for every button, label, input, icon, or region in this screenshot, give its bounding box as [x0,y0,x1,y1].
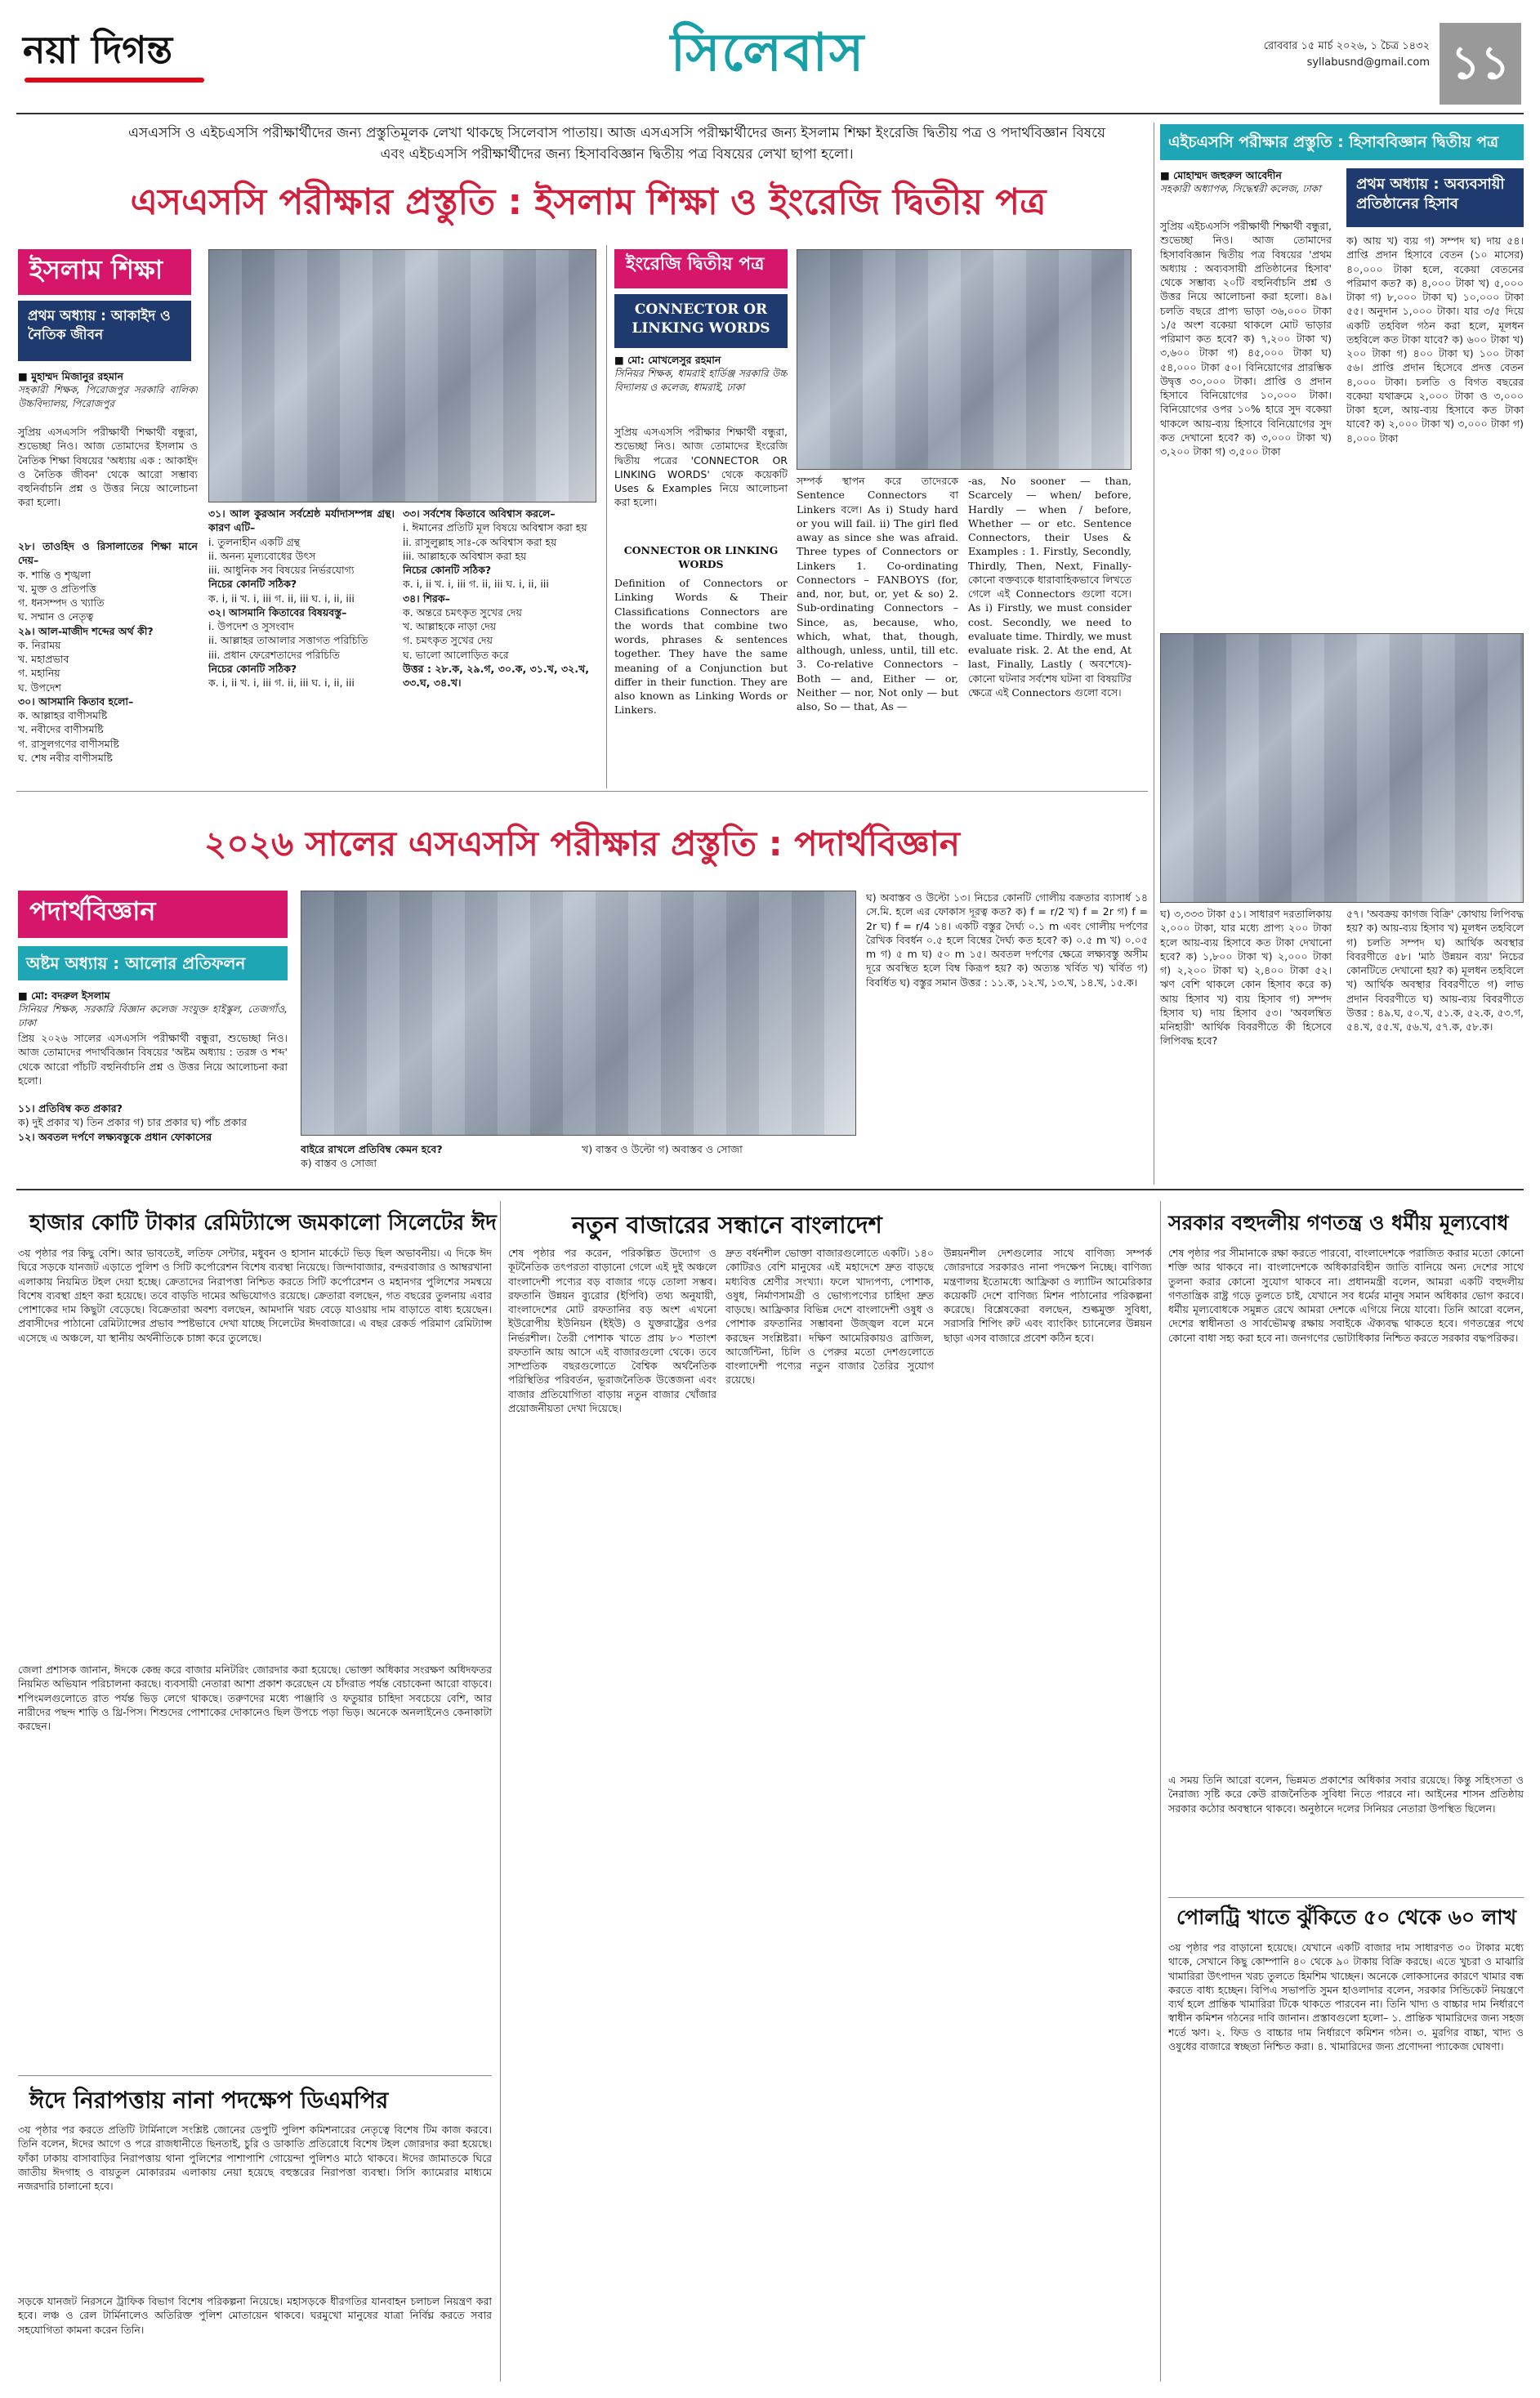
hsc-photo [1160,633,1524,903]
newspaper-logo: নয়া দিগন্ত [23,28,173,72]
ssc-headline: এসএসসি পরীক্ষার প্রস্তুতি : ইসলাম শিক্ষা ও ইংরেজি দ্বিতীয় পত্র [130,181,1047,223]
physics-headline: ২০২৬ সালের এসএসসি পরীক্ষার প্রস্তুতি : পদার্থবিজ্ঞান [204,824,960,864]
question-line: ৩০। আসমানি কিতাব হলো– [18,694,134,708]
english-topic-box: CONNECTOR OR LINKING WORDS [614,294,788,348]
hsc-body: সুপ্রিয় এইচএসসি পরীক্ষার্থী শিক্ষার্থী বন্ধুরা, শুভেচ্ছা নিও। আজ তোমাদের হিসাববিজ্ঞান দ্বিতীয় পত্র বিষয়ের 'প্রথম অধ্যায় : অব্যবসায়ী প্রতিষ্ঠানের হিসাব' থেকে সম্ভাব্য ২০টি বহুনির্বাচনি প্রশ্ন ও উত্তর নিয়ে আলোচনা করা হলো। ৪৯। চলতি বছরে প্রাপ্য ভাড়া ৩৬,০০০ টাকা ১/৫ অংশ বকেয়া থাকলে মোট ভাড়ার পরিমাণ কত হবে? ক) ৭,২০০ টাকা খ) ৩,৬০০ টাকা গ) ৪৫,০০০ টাকা ঘ) ৫৪,০০০ টাকা ৫০। বিনিয়োগের প্রারম্ভিক উদ্বৃত্ত ৩০,০০০ টাকা। প্রাপ্তি ও প্রদান হিসাবে বিনিয়োগের ১০,০০০ টাকা। বিনিয়োগের ওপর ১০% হারে সুদ বকেয়া থাকলে আয়-ব্যয় হিসাবে বিনিয়োগের সুদ কত দেখানো হবে? ক) ৩,০০০ টাকা খ) ৩,২০০ টাকা গ) ৩,৫০০ টাকা [1160,220,1332,458]
physics-body: প্রিয় ২০২৬ সালের এসএসসি পরীক্ষার্থী বন্ধুরা, শুভেচ্ছা নিও। আজ তোমাদের পদার্থবিজ্ঞান বিষয়ের 'অষ্টম অধ্যায় : তরঙ্গ ও শব্দ' থেকে আরো পাঁচটি বহুনির্বাচনি প্রশ্ন ও উত্তর নিয়ে আলোচনা করা হলো। [18,1032,288,1087]
hsc-lower-col2: ৫৭। 'অবক্রয় কাগজ বিক্রি' কোথায় লিপিবদ্ধ হয়? ক) আয়-ব্যয় হিসাব খ) মূলধন তহবিলে গ) চলতি সম্পদ ঘ) আর্থিক অবস্থার বিবরণীতে ৫৮। 'মাঠ উন্নয়ন ব্যয়' নিচের কোনটিতে দেখানো হয়? ক) মূলধন তহবিলে খ) আর্থিক অবস্থার বিবরণীতে গ) লাভ প্রদান বিবরণীতে ঘ) আয়-ব্যয় বিবরণীতে উত্তর : ৪৯.ঘ, ৫০.খ, ৫১.ক, ৫২.ক, ৫৩.গ, ৫৪.খ, ৫৫.খ, ৫৬.খ, ৫৭.ক, ৫৮.ক। [1346,908,1524,1033]
physics-author: ■ মো: বদরুল ইসলাম সিনিয়র শিক্ষক, সরকারি বিজ্ঞান কলেজ সংযুক্ত হাইস্কুল, তেজগাঁও, ঢাকা [18,989,288,1029]
column-divider [500,1201,501,2382]
news-headline-dmp: ঈদে নিরাপত্তায় নানা পদক্ষেপ ডিএমপির [29,2087,389,2114]
question-line: iii. আধুনিক সব বিষয়ের নির্ভরযোগ্য [208,564,355,576]
masthead-divider [16,113,1524,114]
news-headline-new-market: নতুন বাজারের সন্ধানে বাংলাদেশ [572,1211,882,1239]
english-col3: -as, No sooner — than, Scarcely — when/ before, Hardly — when / before, Whether — or etc. Sentence Connectors, their Uses & Examples : 1. Firstly, Secondly, Thirdly, Then, Next, Finally- কোনো বক্তব্যকে ধারাবাহিকভাবে লিখতে গেলে এই Connectors গুলো বসে। As i) Firstly, we must consider cost. Secondly, we need to evaluate time. Thirdly, we must evaluate risk. 2. At the end, At last, Finally, Lastly ( অবশেষে)- কোনো ঘটনার সর্বশেষ ঘটনা বা বিষয়টির ক্ষেত্রে এই Connectors গুলো বসে। [968,475,1132,699]
question-line: ক. নিরাময় [18,638,61,651]
question-line: গ. ধনসম্পদ ও খ্যাতি [18,596,105,609]
question-line: ২৮। তাওহিদ ও রিসালাতের শিক্ষা মানে দেয়– [18,540,198,567]
english-definition: Definition of Connectors or Linking Words & Their Classifications Connectors are the words that combine two words, phrases & sentences together. They have the same meaning of a Conjunction but differ in their function. They are also known as Linking Words or Linkers. [614,577,788,717]
date-line: রোববার ১৫ মার্চ ২০২৬, ১ চৈত্র ১৪৩২ [1263,40,1430,52]
question-line: i. ঈমানের প্রতিটি মূল বিষয়ে অবিশ্বাস করা হয় [403,521,587,534]
question-line: ক. i, ii খ. i, iii গ. ii, iii ঘ. i, ii, iii [403,578,549,591]
email-link[interactable]: syllabusnd@gmail.com [1306,56,1430,69]
physics-photo [301,891,856,1136]
english-intro: সুপ্রিয় এসএসসি পরীক্ষার শিক্ষার্থী বন্ধুরা, শুভেচ্ছা নিও। আজ তোমাদের ইংরেজি দ্বিতীয় পত্রের 'CONNECTOR OR LINKING WORDS' থেকে কয়েকটি Uses & Examples নিয়ে আলোচনা করা হলো। [614,426,788,509]
islam-author: ■ মুহাম্মদ মিজানুর রহমান সহকারী শিক্ষক, পিরোজপুর সরকারি বালিকা উচ্চবিদ্যালয়, পিরোজপুর [18,370,198,409]
question-line: ৩২। আসমানি কিতাবের বিষয়বস্তু– [208,605,347,618]
hsc-col2: ক) আয় খ) ব্যয় গ) সম্পদ ঘ) দায় ৫৪। প্রাপ্তি প্রদান হিসাবে বেতন (১০ মাসের) ৪০,০০০ টাকা হলে, বকেয়া বেতনের পরিমাণ কত? ক) ৪,০০০ টাকা খ) ৫,০০০ টাকা গ) ৮,০০০ টাকা ঘ) ১০,০০০ টাকা ৫৫। অনুদান ১,০০০ টাকা। যার ৩/৫ দিয়ে একটি তহবিল গঠন করা হলে, মূলধন তহবিলে কত টাকা যাবে? ক) ৬০০ টাকা খ) ২০০ টাকা গ) ৪০০ টাকা ঘ) ১০০ টাকা ৫৬। প্রাপ্তি প্রদান হিসেবে প্রদত্ত বেতন ৪,০০০ টাকা। চলতি ও বিগত বছরের বকেয়া যথাক্রমে ২,০০০ টাকা ও ৩,০০০ টাকা হলে, আয়-ব্যয় হিসাবে কত টাকা যাবে? ক) ২,০০০ টাকা খ) ৩,০০০ টাকা গ) ৪,০০০ টাকা [1346,234,1524,444]
physics-subject-banner: পদার্থবিজ্ঞান [18,891,288,938]
question-line: ঘ. শেষ নবীর বাণীসমষ্টি [18,751,113,764]
question-line: ৩৩। সর্বশেষ কিতাবে অবিশ্বাস করলে– [403,507,556,520]
section-title: সিলেবাস [670,22,866,83]
question-line: ক. i, ii খ. i, iii গ. ii, iii ঘ. i, ii, iii [208,677,355,689]
question-line: ৩১। আল কুরআন সর্বশ্রেষ্ঠ মর্যাদাসম্পন্ন গ্রন্থ। কারণ এটি– [208,507,395,534]
islam-subject-banner: ইসলাম শিক্ষা [18,249,191,295]
column-divider [606,245,607,788]
question-line: i. উপদেশ ও সুসংবাদ [208,620,294,632]
question-line: নিচের কোনটি সঠিক? [403,564,492,576]
question-line: গ. মহানিয় [18,667,60,680]
news-headline-remittance: হাজার কোটি টাকার রেমিট্যান্সে জমকালো সিলেটের ঈদ [29,1211,497,1235]
english-section-head: CONNECTOR OR LINKING WORDS [623,544,779,571]
question-line: উত্তর : ২৮.ক, ২৯.গ, ৩০.ক, ৩১.খ, ৩২.খ, ৩৩.ঘ, ৩৪.খ। [403,662,589,689]
islam-body: সুপ্রিয় এসএসসি পরীক্ষার্থী শিক্ষার্থী বন্ধুরা, শুভেচ্ছা নিও। আজ তোমাদের ইসলাম ও নৈতিক শিক্ষা বিষয়ের 'অধ্যায় এক : আকাইদ ও নৈতিক জীবন' থেকে আরো সম্ভাব্য বহুনির্বাচনি প্রশ্ন ও উত্তর নিয়ে আলোচনা করা হলো। [18,426,198,509]
islam-question-list-2 [208,507,395,690]
question-line: খ. নবীদের বাণীসমষ্টি [18,723,104,736]
news-divider [18,2075,492,2076]
news-new-market-col1: শেষ পৃষ্ঠার পর করেন, পরিকল্পিত উদ্যোগ ও কূটনৈতিক তৎপরতা বাড়ানো গেলে এই দুই অঞ্চলে বাংলাদেশী পণ্যের বড় বাজার গড়ে তোলা সম্ভব। রফতানি উন্নয়ন ব্যুরোর (ইপিবি) তথ্য অনুযায়ী, বাংলাদেশের মোট রফতানির বড় অংশ এখনো ইউরোপীয় ইউনিয়ন (ইইউ) ও যুক্তরাষ্ট্রের ওপর নির্ভরশীল। তৈরী পোশাক খাতে প্রায় ৮০ শতাংশ রফতানি আয় আসে এই বাজারগুলো থেকে। তবে সাম্প্রতিক বছরগুলোতে বৈশ্বিক অর্থনৈতিক পরিস্থিতির পরিবর্তন, ভূরাজনৈতিক উত্তেজনা এবং বাজার প্রতিযোগিতা বাড়ায় নতুন বাজার খোঁজার প্রয়োজনীয়তা দেখা দিয়েছে। [508,1247,716,1414]
hsc-author: ■ মোহাম্মদ জহুরুল আবেদীন সহকারী অধ্যাপক, সিদ্ধেশ্বরী কলেজ, ঢাকা [1160,169,1321,195]
news-dmp-body-2: সড়কে যানজট নিরসনে ট্রাফিক বিভাগ বিশেষ পরিকল্পনা নিয়েছে। মহাসড়কে ধীরগতির যানবাহন চলাচল নিয়ন্ত্রণ করা হবে। লঞ্চ ও রেল টার্মিনালেও অতিরিক্ত পুলিশ মোতায়েন থাকবে। ঘরমুখো মানুষের যাত্রা নির্বিঘ্ন করতে সবার সহযোগিতা কামনা করেন তিনি। [18,2295,492,2336]
physics-q1: ১১। প্রতিবিম্ব কত প্রকার? ক) দুই প্রকার খ) তিন প্রকার গ) চার প্রকার ঘ) পাঁচ প্রকার ১২। অবতল দর্পণে লক্ষ্যবস্তুকে প্রধান ফোকাসের [18,1102,247,1143]
news-poultry-body: ৩য় পৃষ্ঠার পর বাড়ানো হয়েছে। যেখানে একটি বাজার দাম সাধারণত ৩০ টাকার মধ্যে থাকে, সেখানে কিছু কোম্পানি ৪০ থেকে ৯০ টাকায় বিক্রি করছে। এতে খুচরা ও মাঝারি খামারিরা উৎপাদন খরচ তুলতে হিমশিম খাচ্ছেন। অনেকে লোকসানের কারণে খামার বন্ধ করতে বাধ্য হচ্ছেন। বিপিএ সভাপতি সুমন হাওলাদার বলেন, সরকার সিন্ডিকেট নিয়ন্ত্রণে ব্যর্থ হলে প্রান্তিক খামারিরা টিকে থাকতে পারবেন না। তিনি খাদ্য ও বাচ্চার দাম নির্ধারণে স্বাধীন কমিশন গঠনের দাবি জানান। প্রস্তাবগুলো হলো– ১. প্রান্তিক খামারিদের জন্য সহজ শর্তে ঋণ। ২. ফিড ও বাচ্চার দাম নির্ধারণে কমিশন গঠন। ৩. মুরগির বাচ্চা, খাদ্য ও ওষুধের বাজারে স্বচ্ছতা নিশ্চিত করা। ৪. খামারিদের জন্য প্রণোদনা প্যাকেজ ঘোষণা। [1168,1941,1524,2052]
question-line: খ. আল্লাহকে নাড়া দেয় [403,620,497,632]
question-line: ঘ. ভালো আলোড়িত করে [403,648,509,661]
english-subject-banner: ইংরেজি দ্বিতীয় পত্র [614,249,788,288]
hsc-chapter-box: প্রথম অধ্যায় : অব্যবসায়ী প্রতিষ্ঠানের হিসাব [1346,168,1524,227]
question-line: ক. আল্লাহর বাণীসমষ্টি [18,709,108,721]
question-line: ক. i, ii খ. i, iii গ. ii, iii ঘ. i, ii, iii [208,592,355,605]
news-dmp-body: ৩য় পৃষ্ঠার পর করতে প্রতিটি টার্মিনালে সংশ্লিষ্ট জোনের ডেপুটি পুলিশ কমিশনারের নেতৃত্বে বিশেষ টিম কাজ করবে। তিনি বলেন, ঈদের আগে ও পরে রাজধানীতে ছিনতাই, চুরি ও ডাকাতি প্রতিরোধে বিশেষ টহল জোরদার করা হয়েছে। ফাঁকা ঢাকায় বাসাবাড়ির নিরাপত্তায় থানা পুলিশের পাশাপাশি গোয়েন্দা পুলিশও মাঠে থাকবে। ঈদের জামাতকে ঘিরে জাতীয় ঈদগাহ ও বায়তুল মোকাররম এলাকায় নেয়া হয়েছে বহুস্তরের নিরাপত্তা ব্যবস্থা। সিসি ক্যামেরার মাধ্যমে নজরদারি চালানো হবে। [18,2123,492,2192]
hsc-headline: এইচএসসি পরীক্ষার প্রস্তুতি : হিসাববিজ্ঞান দ্বিতীয় পত্র [1160,124,1524,160]
intro-text: এসএসসি ও এইচএসসি পরীক্ষার্থীদের জন্য প্রস্তুতিমূলক লেখা থাকছে সিলেবাস পাতায়। আজ এসএসসি পরীক্ষার্থীদের জন্য ইসলাম শিক্ষা ইংরেজি দ্বিতীয় পত্র ও পদার্থবিজ্ঞান বিষয়ে এবং এইচএসসি পরীক্ষার্থীদের জন্য হিসাববিজ্ঞান দ্বিতীয় পত্র বিষয়ের লেখা ছাপা হলো। [127,125,1106,163]
question-line: iii. প্রধান ফেরেশতাদের পরিচিতি [208,648,340,661]
question-line: ii. অনন্য মূল্যবোধের উৎস [208,549,316,562]
news-divider [16,1189,1524,1190]
question-line: ঘ. উপদেশ [18,681,61,694]
islam-question-list-3 [403,507,589,690]
question-line: খ. মুক্ত ও প্রতিপত্তি [18,582,96,595]
logo-swoosh-icon [25,78,204,83]
section-divider [16,791,1148,792]
english-author: ■ মো: মোখলেসুর রহমান সিনিয়র শিক্ষক, ধামরাই হার্ডিঞ্জ সরকারি উচ্চ বিদ্যালয় ও কলেজ, ধামরাই, ঢাকা [614,354,788,393]
news-divider [1168,1897,1524,1898]
question-line: i. তুলনাহীন একটি গ্রন্থ [208,535,301,548]
question-line: নিচের কোনটি সঠিক? [208,662,297,675]
question-line: ক. শান্তি ও শৃঙ্খলা [18,568,92,581]
islam-chapter-box: প্রথম অধ্যায় : আকাইদ ও নৈতিক জীবন [18,301,191,361]
news-remittance-body-2: জেলা প্রশাসক জানান, ঈদকে কেন্দ্র করে বাজার মনিটরিং জোরদার করা হয়েছে। ভোক্তা অধিকার সংরক্ষণ অধিদফতর নিয়মিত অভিযান পরিচালনা করছে। ব্যবসায়ী নেতারা আশা প্রকাশ করেছেন যে চাঁদরাত পর্যন্ত বেচাকেনা আরো বাড়বে। শপিংমলগুলোতে রাত পর্যন্ত ভিড় লেগে থাকছে। তরুণদের মধ্যে পাঞ্জাবি ও ফতুয়ার চাহিদা সবচেয়ে বেশি, আর নারীদের পছন্দ শাড়ি ও থ্রি-পিস। শিশুদের পোশাকের দোকানেও ছিল উপচে পড়া ভিড়। অনেকে অনলাইনেও কেনাকাটা করছেন। [18,1663,492,1732]
news-democracy-body: শেষ পৃষ্ঠার পর সীমানাকে রক্ষা করতে পারবো, বাংলাদেশকে পরাজিত করার মতো কোনো শক্তি আর থাকবে না। বাংলাদেশকে অধিকারবিহীন জাতি বানিয়ে অন্য দেশের সাথে তুলনা করার কোনো সুযোগ থাকবে না। প্রধানমন্ত্রী বলেন, আমরা একটি বহুদলীয় গণতান্ত্রিক রাষ্ট্র গড়ে তুলতে চাই, যেখানে সব ধর্মের মানুষ সমান অধিকার ভোগ করবে। ধর্মীয় মূল্যবোধকে সমুন্নত রেখে আমরা দেশকে এগিয়ে নিয়ে যাবো। তিনি আরো বলেন, দেশের স্বাধীনতা ও সার্বভৌমত্ব রক্ষায় সবাইকে ঐক্যবদ্ধ থাকতে হবে। গণতন্ত্রের পথে কোনো বাধা সহ্য করা হবে না। জনগণের ভোটাধিকার নিশ্চিত করতে সরকার বদ্ধপরিকর। [1168,1247,1524,1344]
question-line: iii. আল্লাহকে অবিশ্বাস করা হয় [403,549,527,562]
column-divider [1160,1201,1161,2382]
question-line: খ. মহাপ্রভাব [18,653,69,665]
question-line: ii. আল্লাহর তাআলার সত্তাগত পরিচিতি [208,634,368,647]
english-col2: সম্পর্ক স্থাপন করে তাদেরকে Sentence Connectors বা Linkers বলে। As i) Study hard or you will fail. ii) The girl fled away as since she was afraid. Three types of Connectors or Linkers 1. Co-ordinating Connectors – FANBOYS (for, and, nor, but, or, yet & so) 2. Sub-ordinating Connectors –Since, as, because, who, which, what, that, though, although, unless, until, till etc. 3. Co-relative Connectors – Both — and, Either — or, Neither — nor, Not only — but also, So — that, As — [797,475,958,712]
question-line: ii. রাসুলুল্লাহ সাঃ-কে অবিশ্বাস করা হয় [403,535,557,548]
news-new-market-col3: উন্নয়নশীল দেশগুলোর সাথে বাণিজ্য সম্পর্ক জোরদারে সরকারও নানা পদক্ষেপ নিচ্ছে। বাণিজ্য মন্ত্রণালয় ইতোমধ্যে আফ্রিকা ও ল্যাটিন আমেরিকার কয়েকটি দেশে বাণিজ্য মিশন পাঠানোর পরিকল্পনা করেছে। বিশ্লেষকেরা বলছেন, শুল্কমুক্ত সুবিধা, সরাসরি শিপিং রুট এবং ব্যাংকিং চ্যানেলের উন্নয়ন ছাড়া এসব বাজারে প্রবেশ কঠিন হবে। [944,1247,1152,1344]
news-remittance-body: ৩য় পৃষ্ঠার পর কিছু বেশি। আর ভাবতেই, লতিফ সেন্টার, মধুবন ও হাসান মার্কেটে ভিড় ছিল অভাবনীয়। এ দিকে ঈদ ঘিরে সড়কে যানজট এড়াতে পুলিশ ও সিটি কর্পোরেশন বিশেষ ব্যবস্থা নিয়েছে। জিন্দাবাজার, বন্দরবাজার ও আম্বরখানা এলাকায় নিয়মিত টহল দেয়া হচ্ছে। ক্রেতাদের নিরাপত্তা নিশ্চিত করতে সিটি কর্পোরেশন ও মহানগর পুলিশের সমন্বয়ে বিশেষ ব্যবস্থা গ্রহণ করা হয়েছে। তবে বাড়তি দামের অভিযোগও রয়েছে। ক্রেতারা বলছেন, গত বছরের তুলনায় এবার পোশাকের দাম কিছুটা বেড়েছে। বিক্রেতারা অবশ্য বলছেন, আমদানি খরচ বেড়ে যাওয়ায় দাম বাড়াতে বাধ্য হয়েছেন। প্রবাসীদের পাঠানো রেমিট্যান্সের প্রভাব স্পষ্টভাবে দেখা যাচ্ছে সিলেটের ঈদবাজারে। এ বছর রেকর্ড পরিমাণ রেমিট্যান্স এসেছে এ অঞ্চলে, যা স্থানীয় অর্থনীতিকে চাঙ্গা করে তুলেছে। [18,1247,492,1344]
physics-right-col: ঘ) অবাস্তব ও উল্টো ১৩। নিচের কোনটি গোলীয় বক্রতার ব্যাসার্ধ ১৪ সে.মি. হলে এর ফোকাস দূরত্ব কত? ক) f = r/2 খ) f = 2r গ) f = 2r ঘ) f = r/4 ১৪। একটি বস্তুর দৈর্ঘ্য ০.১ m এবং গোলীয় দর্পণের রৈখিক বিবর্ধন ০.৫ হলে বিম্বের দৈর্ঘ্য কত হবে? ক) ০.৫ m খ) ০.০৫ m গ) ৫ m ঘ) ৫০ m ১৫। অবতল দর্পণের ক্ষেত্রে লক্ষ্যবস্তু অসীম দূরে অবস্থিত হলে বিম্ব কিরূপ হয়? ক) অত্যন্ত খর্বিত খ) খর্বিত গ) বিবর্ধিত ঘ) বস্তুর সমান উত্তর : ১১.ক, ১২.খ, ১৩.খ, ১৪.খ, ১৫.ক। [866,891,1148,989]
physics-chapter-bar: অষ্টম অধ্যায় : আলোর প্রতিফলন [18,946,288,980]
question-line: গ. রাসুলগণের বাণীসমষ্টি [18,737,119,750]
question-line: ঘ. সম্মান ও নেতৃত্ব [18,610,94,623]
question-line: ২৯। আল-মাজীদ শব্দের অর্থ কী? [18,624,154,637]
islam-questions-col1 [18,539,198,784]
islam-questions-col3 [403,507,589,784]
news-headline-democracy: সরকার বহুদলীয় গণতন্ত্র ও ধর্মীয় মূল্যবোধ [1168,1211,1509,1235]
physics-mid-options: খ) বাস্তব ও উল্টো গ) অবাস্তব ও সোজা [582,1143,743,1155]
question-line: গ. চমৎকৃত সুখের দেয় [403,634,493,647]
islam-questions-col2 [208,507,395,784]
news-new-market-col2: দ্রুত বর্ধনশীল ভোক্তা বাজারগুলোতে একটি। ১৪০ কোটিরও বেশি মানুষের এই মহাদেশে দ্রুত বাড়ছে মধ্যবিত্ত শ্রেণীর সংখ্যা। ফলে খাদ্যপণ্য, পোশাক, ওষুধ, নির্মাণসামগ্রী ও ভোগ্যপণ্যের চাহিদা দ্রুত বাড়ছে। আফ্রিকার বিভিন্ন দেশে বাংলাদেশী ওষুধ ও পোশাক রফতানির সম্ভাবনা উজ্জ্বল বলে মনে করছেন সংশ্লিষ্টরা। দক্ষিণ আমেরিকায়ও ব্রাজিল, আর্জেন্টিনা, চিলি ও পেরুর মতো দেশগুলোতে বাংলাদেশী পণ্যের নতুন বাজার তৈরির সুযোগ রয়েছে। [725,1247,934,1387]
hsc-lower-col1: ঘ) ৩,৩৩৩ টাকা ৫১। সাধারণ দরতালিকায় ২,০০০ টাকা, যার মধ্যে প্রাপ্য ২০০ টাকা হলে আয়-ব্যয় হিসাবে কত টাকা দেখানো হবে? ক) ১,৮০০ টাকা খ) ২,০০০ টাকা গ) ২,২০০ টাকা ঘ) ২,৪০০ টাকা ৫২। ঋণ বেশি থাকলে কোন হিসাব করে ক) আয় হিসাব খ) ব্যয় হিসাব গ) সম্পদ হিসাব ঘ) দায় হিসাব ৫৩। 'অবলম্বিত মনিহারী' আর্থিক বিবরণীতে কী হিসেবে লিপিবদ্ধ হবে? [1160,908,1332,1047]
news-democracy-body-2: এ সময় তিনি আরো বলেন, ভিন্নমত প্রকাশের অধিকার সবার রয়েছে। কিন্তু সহিংসতা ও নৈরাজ্য সৃষ্টি করে কেউ রাজনৈতিক সুবিধা নিতে পারবে না। আইনের শাসন প্রতিষ্ঠায় সরকার কঠোর অবস্থানে থাকবে। অনুষ্ঠানে দলের সিনিয়র নেতারা উপস্থিত ছিলেন। [1168,1774,1524,1815]
masthead [0,0,1540,114]
question-line: ক. অন্তরে চমৎকৃত সুখের দেয় [403,605,522,618]
english-photo [797,249,1132,470]
question-line: নিচের কোনটি সঠিক? [208,578,297,591]
islam-question-list [18,539,198,765]
physics-caption: বাইরে রাখলে প্রতিবিম্ব কেমন হবে? ক) বাস্তব ও সোজা [301,1143,443,1170]
news-headline-poultry: পোলট্রি খাতে ঝুঁকিতে ৫০ থেকে ৬০ লাখ [1176,1905,1517,1929]
question-line: ৩৪। শিরক– [403,592,450,605]
page-number: ১১ [1440,23,1521,105]
islam-photo [208,249,596,502]
